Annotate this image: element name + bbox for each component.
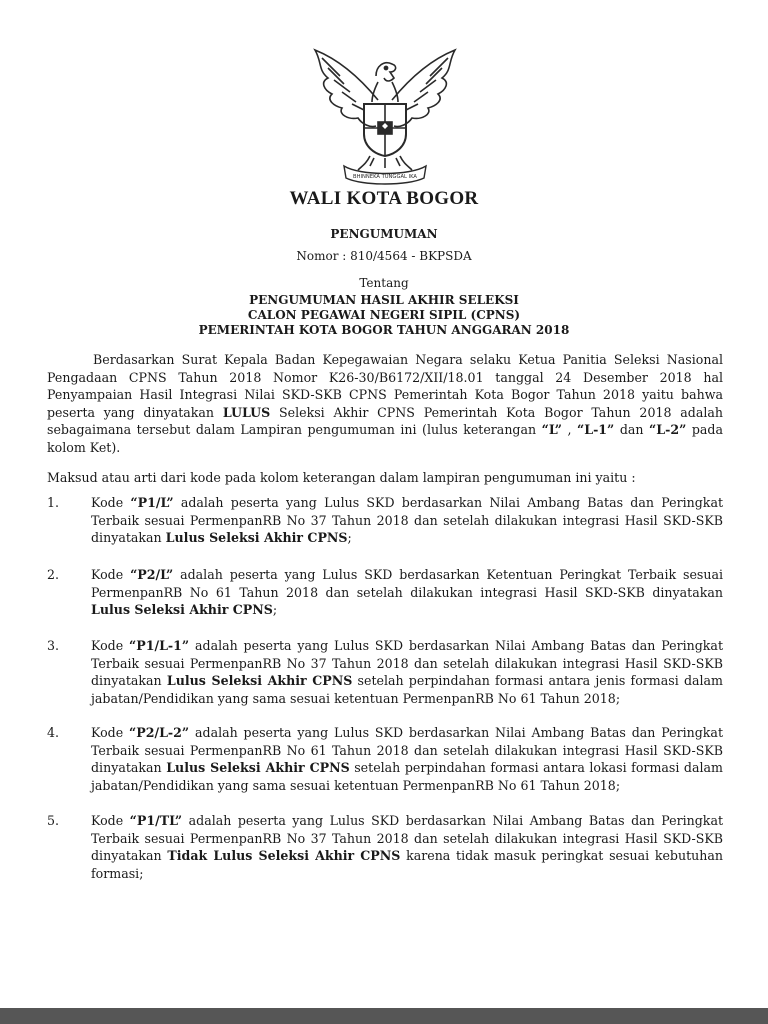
list-item bbox=[47, 812, 723, 882]
list-item bbox=[47, 724, 723, 794]
document-title: WALI KOTA BOGOR bbox=[289, 188, 479, 209]
list-item bbox=[47, 637, 723, 707]
item-text: Kode “P1/TL” adalah peserta yang Lulus SKD berdasarkan Nilai Ambang Batas dan Peringkat Terbaik sesuai PermenpanRB No 37 Tahun 2018 dan setelah dilakukan integrasi Hasil SKD-SKB dinyatakan Tidak Lulus Seleksi Akhir CPNS karena tidak masuk peringkat sesuai kebutuhan formasi; bbox=[91, 813, 724, 881]
item-number: 5. bbox=[47, 813, 60, 828]
subject-block bbox=[0, 293, 768, 338]
item-text: Kode “P1/L” adalah peserta yang Lulus SKD berdasarkan Nilai Ambang Batas dan Peringkat Terbaik sesuai PermenpanRB No 37 Tahun 2018 dan setelah dilakukan integrasi Hasil SKD-SKB dinyatakan Lulus Seleksi Akhir CPNS; bbox=[91, 495, 724, 546]
doc-number: Nomor : 810/4564 - BKPSDA bbox=[296, 249, 472, 263]
item-number: 2. bbox=[47, 567, 60, 582]
list-item bbox=[47, 494, 723, 547]
subject-line: CALON PEGAWAI NEGERI SIPIL (CPNS) bbox=[247, 308, 521, 322]
doc-type: PENGUMUMAN bbox=[330, 227, 438, 241]
item-number: 3. bbox=[47, 638, 60, 653]
scan-edge-bar bbox=[0, 1008, 768, 1024]
item-text: Kode “P2/L-2” adalah peserta yang Lulus SKD berdasarkan Nilai Ambang Batas dan Peringkat Terbaik sesuai PermenpanRB No 61 Tahun 2018 dan setelah dilakukan integrasi Hasil SKD-SKB dinyatakan Lulus Seleksi Akhir CPNS setelah perpindahan formasi antara lokasi formasi dalam jabatan/Pendidikan yang sama sesuai ketentuan PermenpanRB No 61 Tahun 2018; bbox=[91, 725, 724, 793]
garuda-emblem-icon bbox=[300, 38, 470, 188]
subject-line: PENGUMUMAN HASIL AKHIR SELEKSI bbox=[249, 293, 519, 307]
item-text: Kode “P2/L” adalah peserta yang Lulus SKD berdasarkan Ketentuan Peringkat Terbaik sesuai PermenpanRB No 61 Tahun 2018 dan setelah dilakukan integrasi Hasil SKD-SKB dinyatakan Lulus Seleksi Akhir CPNS; bbox=[91, 567, 724, 618]
motto-text: BHINNEKA TUNGGAL IKA bbox=[353, 174, 417, 180]
intro-paragraph: Berdasarkan Surat Kepala Badan Kepegawaian Negara selaku Ketua Panitia Seleksi Nasional Pengadaan CPNS Tahun 2018 Nomor K26-30/B6172/XII/18.01 tanggal 24 Desember 2018 hal Penyampaian Hasil Integrasi Nilai SKD-SKB CPNS Pemerintah Kota Bogor Tahun 2018 yaitu bahwa peserta yang dinyatakan LULUS Seleksi Akhir CPNS Pemerintah Kota Bogor Tahun 2018 adalah sebagaimana tersebut dalam Lampiran pengumuman ini (lulus keterangan “L” , “L-1” dan “L-2” pada kolom Ket). bbox=[47, 352, 724, 455]
tentang-label: Tentang bbox=[359, 276, 409, 290]
item-text: Kode “P1/L-1” adalah peserta yang Lulus SKD berdasarkan Nilai Ambang Batas dan Peringkat Terbaik sesuai PermenpanRB No 37 Tahun 2018 dan setelah dilakukan integrasi Hasil SKD-SKB dinyatakan Lulus Seleksi Akhir CPNS setelah perpindahan formasi antara jenis formasi dalam jabatan/Pendidikan yang sama sesuai ketentuan PermenpanRB No 61 Tahun 2018; bbox=[91, 638, 724, 706]
maksud-paragraph: Maksud atau arti dari kode pada kolom keterangan dalam lampiran pengumuman ini yaitu : bbox=[47, 470, 636, 485]
subject-line: PEMERINTAH KOTA BOGOR TAHUN ANGGARAN 2018 bbox=[198, 323, 570, 337]
item-number: 1. bbox=[47, 495, 60, 510]
item-number: 4. bbox=[47, 725, 60, 740]
list-item bbox=[47, 566, 723, 619]
